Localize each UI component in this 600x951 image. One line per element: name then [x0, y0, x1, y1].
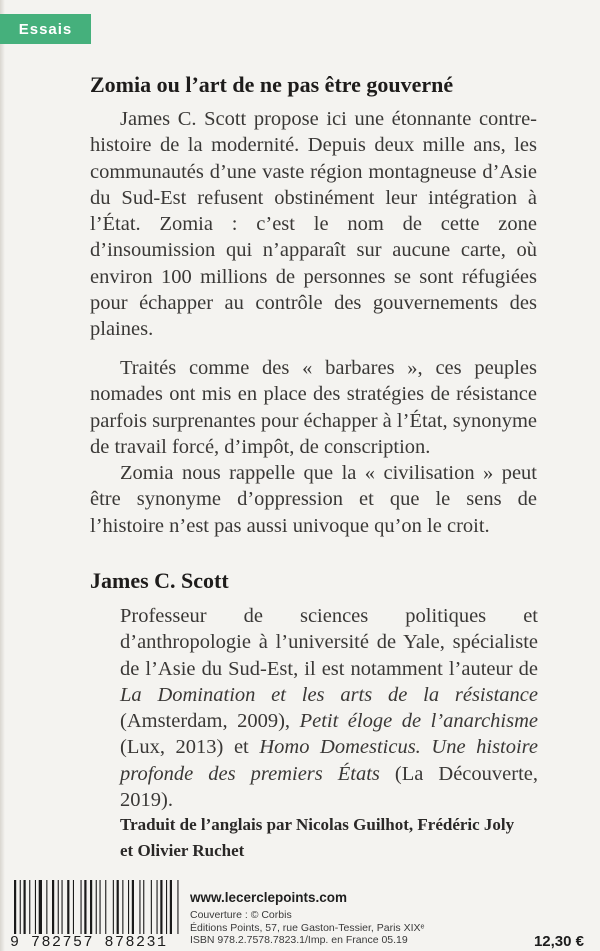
- barcode-bar: [52, 880, 54, 936]
- barcode-bar: [100, 880, 101, 936]
- barcode-bar: [113, 880, 114, 936]
- barcode-bar: [132, 880, 134, 936]
- barcode-bar: [39, 880, 42, 936]
- bio-text-4: (La Découverte, 2019).: [120, 762, 538, 812]
- barcode-digits: 9 782757 878231: [10, 934, 190, 951]
- bio-text-1: Professeur de sciences politiques et d’anthropologie à l’université de Yale, spécialiste de l’Asie du Sud-Est, il est notamment l’auteur de: [120, 605, 538, 680]
- barcode-bar: [170, 880, 172, 936]
- barcode-bar: [46, 880, 47, 936]
- bio-book-3: Homo Domesticus. Une histoire profonde des premiers États: [120, 736, 538, 785]
- barcode-bar: [157, 880, 158, 936]
- cover-credit: Couverture : © Corbis: [190, 909, 292, 921]
- translators-credit: [120, 812, 550, 864]
- blurb-paragraph-2: Traités comme des « barbares », ces peuples nomades ont mis en place des stratégies de résistance parfois surprenantes pour échapper à l’État, synonyme de travail forcé, d’impôt, de conscription.: [90, 357, 537, 458]
- barcode-bar: [20, 880, 21, 936]
- barcode-bar: [84, 880, 86, 936]
- author-name: James C. Scott: [90, 568, 229, 593]
- bio-text-2: (Amsterdam, 2009),: [120, 710, 300, 733]
- cover-edge: [0, 0, 5, 951]
- bio-book-2: Petit éloge de l’anarchisme: [299, 710, 538, 733]
- barcode-bar: [128, 880, 129, 936]
- translators-line-2: et Olivier Ruchet: [120, 841, 245, 860]
- barcode-bar: [122, 880, 123, 936]
- translators-line-1: Traduit de l’anglais par Nicolas Guilhot, Frédéric Joly: [120, 815, 515, 834]
- barcode-bar: [151, 880, 152, 936]
- book-title: Zomia ou l’art de ne pas être gouverné: [90, 72, 454, 97]
- barcode-bar: [105, 880, 106, 936]
- publisher-website: www.lecerclepoints.com: [190, 890, 348, 905]
- barcode-bar: [24, 880, 26, 936]
- bio-book-1: La Domination et les arts de la résistance: [120, 683, 538, 706]
- barcode-bar: [90, 880, 92, 936]
- bio-text-3: (Lux, 2013) et: [120, 736, 260, 759]
- blurb-paragraph-3: Zomia nous rappelle que la « civilisation » peut être synonyme d’oppression et que le sens de l’histoire n’est pas aussi univoque qu’on le croit.: [90, 462, 537, 537]
- barcode-bar: [35, 880, 36, 936]
- barcode-bar: [160, 880, 162, 936]
- barcode-bar: [117, 880, 119, 936]
- barcode-bar: [96, 880, 97, 936]
- barcode-bar: [67, 880, 69, 936]
- isbn-line: ISBN 978.2.7578.7823.1/Imp. en France 05.19: [190, 934, 408, 946]
- credits-block: [190, 909, 450, 947]
- isbn-barcode: [10, 880, 180, 951]
- barcode-bar: [139, 880, 140, 936]
- barcode-bar: [73, 880, 74, 936]
- barcode-bar: [62, 880, 63, 936]
- barcode-bar: [81, 880, 82, 936]
- barcode-bar: [166, 880, 167, 936]
- barcode-bar: [29, 880, 30, 936]
- barcode-bar: [143, 880, 144, 936]
- author-bio: [120, 603, 538, 813]
- price-label: 12,30 €: [533, 933, 584, 950]
- barcode-bars: [10, 880, 180, 936]
- barcode-bar: [14, 880, 16, 936]
- blurb-paragraph-1: James C. Scott propose ici une étonnante contre-histoire de la modernité. Depuis deux mille ans, les communautés d’une vaste région montagneuse d’Asie du Sud-Est refusent obstinément leur intégration à l’État. Zomia : c’est le nom de cette zone d’insoumission qui n’apparaît sur aucune carte, où environ 100 millions de personnes se sont réfugiées pour échapper au contrôle des gouvernements des plaines.: [90, 108, 537, 341]
- collection-badge: Essais: [0, 14, 91, 44]
- barcode-bar: [58, 880, 59, 936]
- publisher-address: Éditions Points, 57, rue Gaston-Tessier, Paris XIXᵉ: [190, 921, 425, 934]
- barcode-bar: [177, 880, 178, 936]
